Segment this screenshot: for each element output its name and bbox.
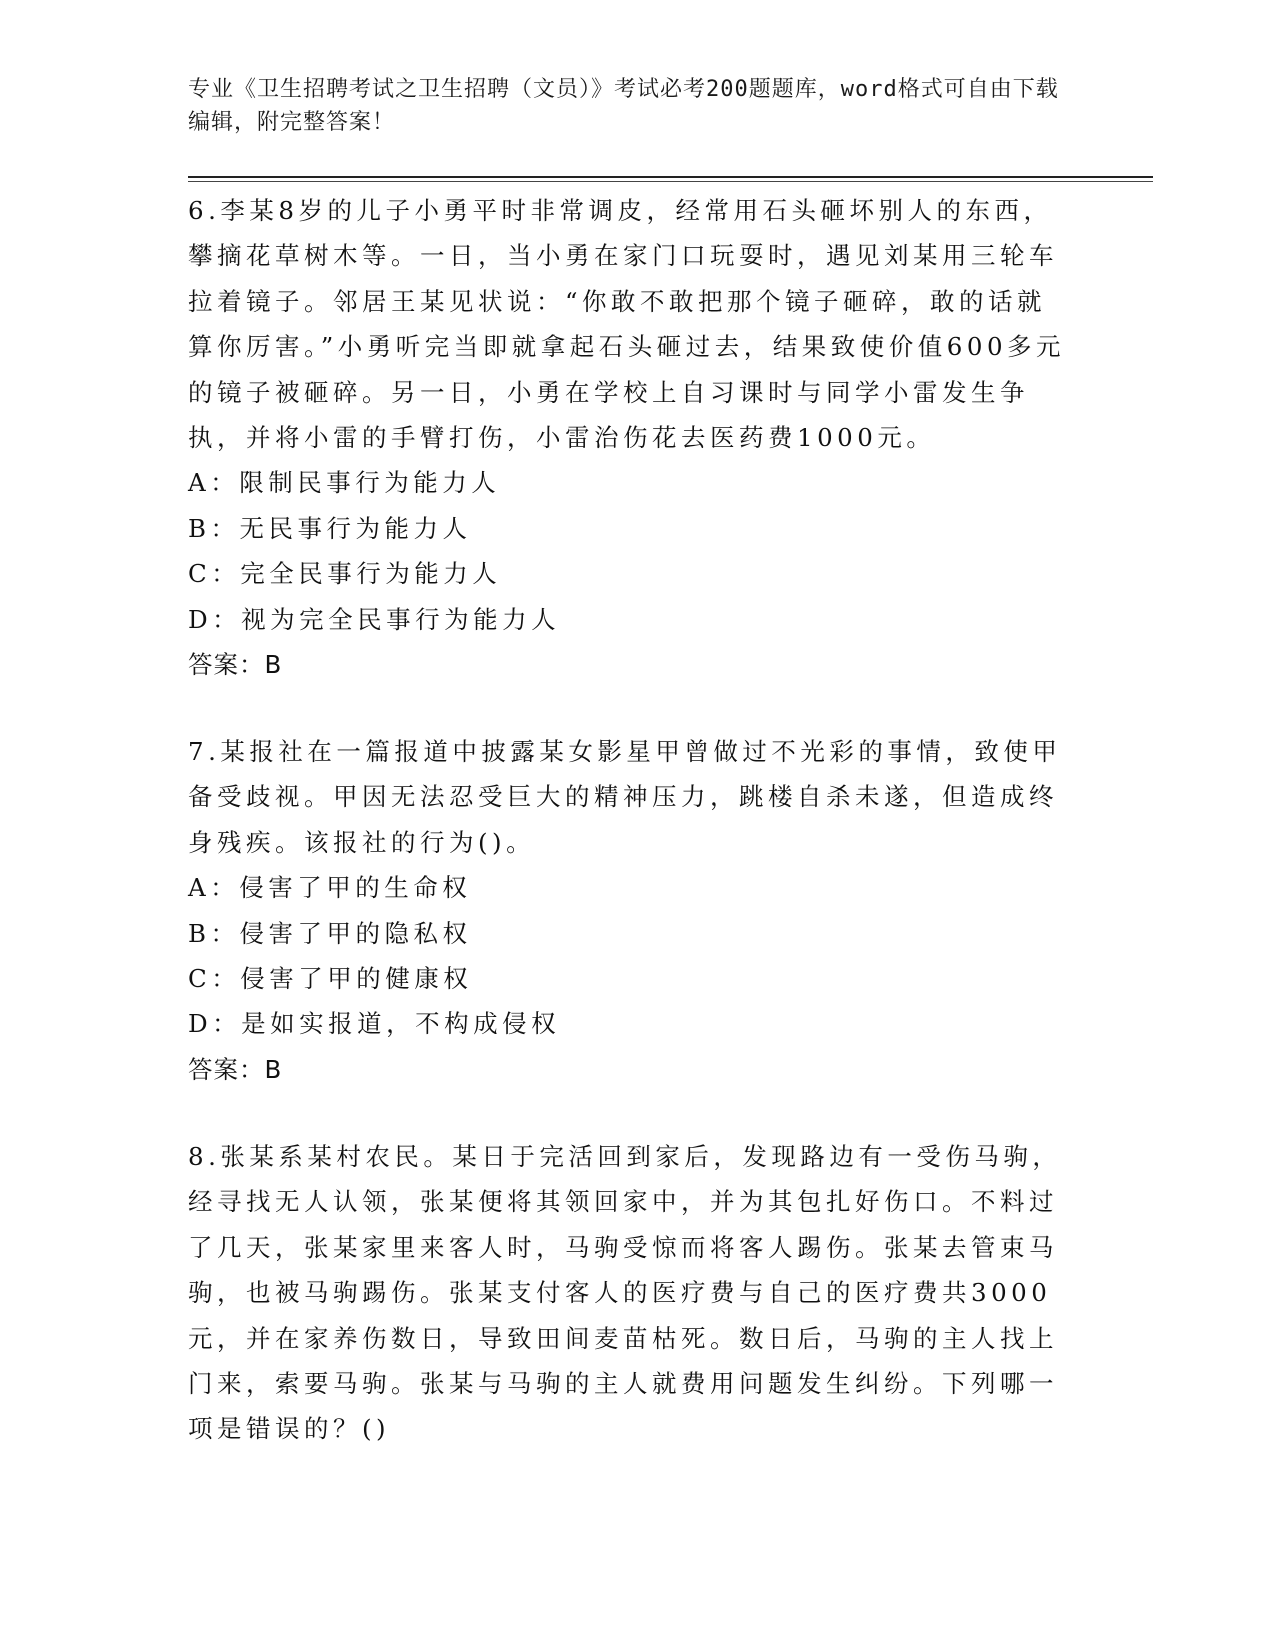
- answer: 答案：B: [188, 650, 283, 680]
- option-c: C：完全民事行为能力人: [188, 559, 502, 589]
- option-d: D：视为完全民事行为能力人: [188, 604, 561, 634]
- header-divider-thin: [188, 181, 1153, 182]
- header-divider-thick: [188, 176, 1153, 178]
- question-stem: 7.某报社在一篇报道中披露某女影星甲曾做过不光彩的事情，致使甲备受歧视。甲因无法忍受巨大的精神压力，跳楼自杀未遂，但造成终身残疾。该报社的行为()。: [188, 737, 1062, 857]
- option-c: C：侵害了甲的健康权: [188, 964, 473, 994]
- option-b: B：无民事行为能力人: [188, 513, 472, 543]
- document-header: 专业《卫生招聘考试之卫生招聘（文员）》考试必考200题题库，word格式可自由下载编辑，附完整答案！: [188, 77, 1059, 135]
- option-a: A：侵害了甲的生命权: [188, 873, 472, 903]
- option-d: D：是如实报道，不构成侵权: [188, 1009, 561, 1039]
- option-a: A：限制民事行为能力人: [188, 468, 501, 498]
- question-8: [188, 1134, 1068, 1452]
- question-stem: 8.张某系某村农民。某日于完活回到家后，发现路边有一受伤马驹，经寻找无人认领，张某便将其领回家中，并为其包扎好伤口。不料过了几天，张某家里来客人时，马驹受惊而将客人踢伤。张某去管束马驹，也被马驹踢伤。张某支付客人的医疗费与自己的医疗费共3000元，并在家养伤数日，导致田间麦苗枯死。数日后，马驹的主人找上门来，索要马驹。张某与马驹的主人就费用问题发生纠纷。下列哪一项是错误的？(): [188, 1142, 1062, 1444]
- answer: 答案：B: [188, 1054, 283, 1084]
- question-stem: 6.李某8岁的儿子小勇平时非常调皮，经常用石头砸坏别人的东西，攀摘花草树木等。一日，当小勇在家门口玩耍时，遇见刘某用三轮车拉着镜子。邻居王某见状说：“你敢不敢把那个镜子砸碎，敢的话就算你厉害。”小勇听完当即就拿起石头砸过去，结果致使价值600多元的镜子被砸碎。另一日，小勇在学校上自习课时与同学小雷发生争执，并将小雷的手臂打伤，小雷治伤花去医药费1000元。: [188, 196, 1066, 453]
- option-b: B：侵害了甲的隐私权: [188, 918, 472, 948]
- question-6: [188, 188, 1068, 687]
- question-7: [188, 729, 1068, 1092]
